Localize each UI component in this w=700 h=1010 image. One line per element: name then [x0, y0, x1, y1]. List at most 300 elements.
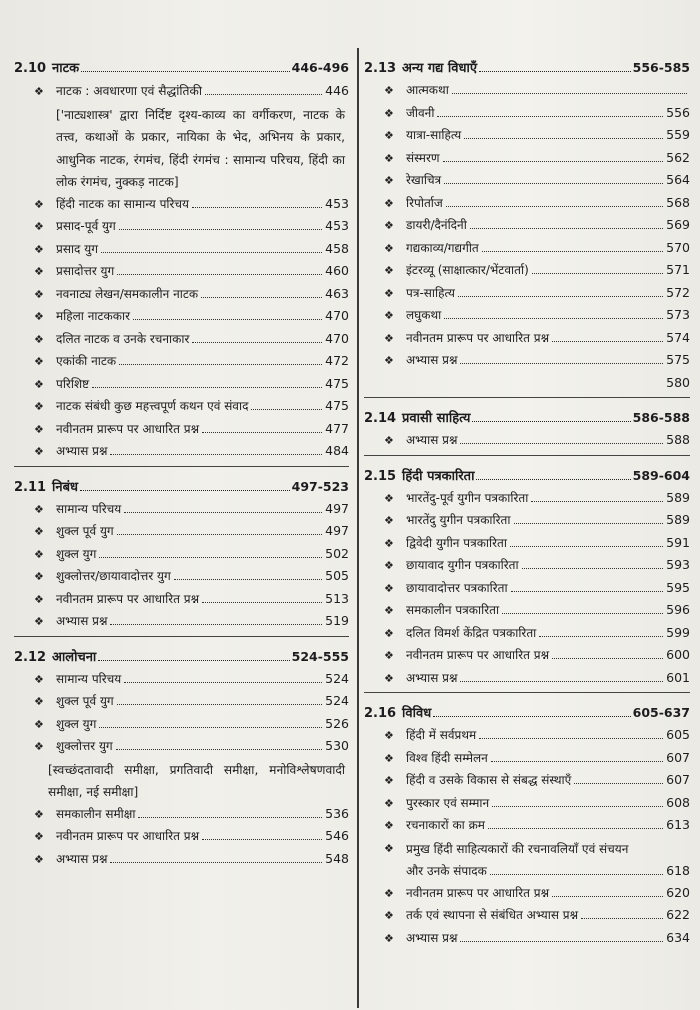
entry-page: 453 — [325, 195, 349, 211]
entry-label: शुक्ल पूर्व युग — [56, 694, 114, 708]
diamond-bullet-icon: ❖ — [34, 672, 44, 686]
entry-label: अभ्यास प्रश्न — [406, 433, 458, 447]
entry-page: 519 — [325, 613, 349, 628]
entry-page: 593 — [666, 557, 690, 572]
toc-entry — [14, 374, 349, 397]
diamond-bullet-icon: ❖ — [384, 219, 394, 232]
entry-list — [364, 725, 690, 838]
leader-dots — [205, 94, 322, 95]
toc-entry — [364, 328, 690, 351]
diamond-bullet-icon: ❖ — [34, 400, 44, 413]
toc-entry — [364, 555, 690, 578]
diamond-bullet-icon: ❖ — [384, 886, 394, 900]
toc-entry — [364, 668, 690, 691]
entry-label: अभ्यास प्रश्न — [56, 444, 108, 458]
diamond-bullet-icon: ❖ — [384, 909, 394, 922]
section-heading — [14, 641, 349, 669]
diamond-bullet-icon: ❖ — [34, 570, 44, 583]
entry-label: आत्मकथा — [406, 83, 449, 97]
section-page-range: 605-637 — [632, 705, 690, 720]
section-heading — [364, 697, 690, 725]
diamond-bullet-icon: ❖ — [384, 491, 394, 505]
toc-entry — [364, 125, 690, 148]
toc-entry — [364, 103, 690, 126]
leader-dots — [470, 228, 663, 229]
entry-label: द्विवेदी युगीन पत्रकारिता — [406, 535, 508, 550]
diamond-bullet-icon: ❖ — [34, 377, 44, 391]
toc-entry — [14, 216, 349, 239]
section-rule — [364, 455, 690, 456]
diamond-bullet-icon: ❖ — [384, 729, 394, 742]
entry-page: 599 — [666, 624, 690, 640]
toc-entry — [14, 714, 349, 737]
section-page-range: 589-604 — [632, 467, 690, 483]
entry-label: छायावाद युगीन पत्रकारिता — [406, 558, 519, 572]
diamond-bullet-icon: ❖ — [34, 265, 44, 278]
toc-entry — [14, 419, 349, 442]
entry-label: शुक्ल पूर्व युग — [56, 524, 114, 538]
entry-label-continued: और उनके संपादक — [406, 864, 487, 878]
diamond-bullet-icon: ❖ — [34, 592, 44, 606]
leader-dots — [452, 93, 687, 94]
entry-label: रिपोर्ताज — [406, 195, 443, 210]
section-rule — [14, 466, 349, 467]
column-divider — [357, 48, 359, 1008]
leader-dots — [479, 71, 631, 72]
leader-dots — [444, 318, 663, 319]
section-heading — [364, 402, 690, 430]
toc-entry — [364, 578, 690, 601]
entry-label: तर्क एवं स्थापना से संबंधित अभ्यास प्रश्न — [406, 908, 579, 922]
section-title: विविध — [402, 706, 432, 721]
entry-label: महिला नाटककार — [56, 309, 130, 323]
leader-dots — [490, 874, 663, 875]
entry-page: 470 — [325, 330, 349, 346]
entry-page: 536 — [325, 805, 349, 821]
leader-dots — [581, 918, 663, 919]
toc-entry — [364, 170, 690, 193]
section-title: आलोचना — [52, 649, 97, 665]
entry-page: 472 — [325, 353, 349, 368]
entry-label: नाटक संबंधी कुछ महत्त्वपूर्ण कथन एवं संवाद — [56, 399, 249, 413]
entry-page: 600 — [666, 647, 690, 662]
section-number: 2.13 — [364, 61, 397, 76]
toc-entry — [14, 826, 349, 849]
toc-entry — [364, 815, 690, 838]
entry-page: 460 — [325, 263, 349, 278]
entry-page: 562 — [666, 149, 690, 165]
leader-dots — [552, 896, 663, 897]
diamond-bullet-icon: ❖ — [384, 841, 394, 855]
toc-entry — [364, 373, 690, 396]
toc-entry — [364, 283, 690, 306]
section-heading — [14, 52, 349, 80]
leader-dots — [531, 501, 663, 502]
diamond-bullet-icon: ❖ — [384, 931, 394, 945]
toc-entry — [14, 691, 349, 714]
section-title: निबंध — [52, 479, 79, 495]
leader-dots — [552, 658, 663, 659]
entry-label: दलित नाटक व उनके रचनाकार — [56, 331, 190, 346]
toc-entry — [364, 260, 690, 283]
leader-dots — [458, 296, 663, 297]
entry-label: डायरी/दैनंदिनी — [406, 218, 467, 232]
leader-dots — [99, 727, 322, 728]
entry-label: सामान्य परिचय — [56, 671, 122, 686]
entry-label: प्रसादोत्तर युग — [56, 264, 115, 278]
leader-dots — [201, 297, 322, 298]
entry-label: नवीनतम प्रारूप पर आधारित प्रश्न — [406, 648, 550, 662]
leader-dots — [202, 602, 322, 603]
toc-entry — [364, 770, 690, 793]
entry-page: 513 — [325, 590, 349, 606]
section-title: नाटक — [52, 61, 80, 76]
entry-label: शुक्लोत्तर युग — [56, 739, 113, 753]
toc-entry — [364, 148, 690, 171]
leader-dots — [202, 839, 322, 840]
diamond-bullet-icon: ❖ — [384, 581, 394, 595]
section-number: 2.15 — [364, 468, 397, 484]
toc-entry — [364, 193, 690, 216]
entry-page: 591 — [666, 534, 690, 550]
diamond-bullet-icon: ❖ — [34, 615, 44, 628]
toc-entry — [364, 645, 690, 668]
diamond-bullet-icon: ❖ — [384, 514, 394, 527]
entry-label: नवीनतम प्रारूप पर आधारित प्रश्न — [56, 421, 200, 436]
section-page-range: 446-496 — [291, 60, 349, 75]
leader-dots — [110, 624, 322, 625]
leader-dots — [98, 660, 289, 661]
entry-label: नवीनतम प्रारूप पर आधारित प्रश्न — [56, 829, 200, 843]
entry-label: नवीनतम प्रारूप पर आधारित प्रश्न — [406, 885, 550, 900]
entry-list — [14, 804, 349, 872]
entry-label: समकालीन समीक्षा — [56, 806, 136, 821]
leader-dots — [192, 342, 322, 343]
entry-list — [14, 194, 349, 464]
leader-dots — [552, 341, 663, 342]
entry-page: 564 — [666, 172, 690, 187]
diamond-bullet-icon: ❖ — [384, 174, 394, 187]
leader-dots — [99, 557, 322, 558]
entry-label: परिशिष्ट — [56, 376, 90, 391]
entry-label: इंटरव्यू (साक्षात्कार/भेंटवार्ता) — [406, 263, 529, 277]
toc-entry — [14, 194, 349, 217]
entry-page: 605 — [666, 727, 690, 742]
toc-entry — [14, 566, 349, 589]
toc-entry — [364, 883, 690, 906]
entry-list — [364, 80, 690, 373]
entry-page: 580 — [666, 374, 690, 390]
toc-entry — [364, 510, 690, 533]
entry-page: 556 — [666, 104, 690, 120]
entry-label: नवीनतम प्रारूप पर आधारित प्रश्न — [56, 591, 200, 606]
toc-entry — [364, 215, 690, 238]
diamond-bullet-icon: ❖ — [384, 196, 394, 210]
entry-list — [364, 883, 690, 951]
toc-entry — [14, 284, 349, 307]
diamond-bullet-icon: ❖ — [384, 671, 394, 685]
entry-label: संस्मरण — [406, 150, 440, 165]
entry-label: अभ्यास प्रश्न — [406, 353, 458, 367]
leader-dots — [502, 613, 663, 614]
leader-dots — [124, 682, 322, 683]
leader-dots — [437, 116, 663, 117]
entry-label: शुक्ल युग — [56, 546, 97, 561]
leader-dots — [443, 161, 664, 162]
entry-page: 601 — [666, 669, 690, 685]
leader-dots — [124, 512, 322, 513]
section-number: 2.16 — [364, 706, 397, 721]
toc-entry — [14, 589, 349, 612]
entry-page: 458 — [325, 240, 349, 256]
entry-page: 484 — [325, 443, 349, 458]
section-title: हिंदी पत्रकारिता — [402, 468, 475, 484]
toc-entry — [14, 441, 349, 464]
leader-dots — [80, 490, 290, 491]
section-rule — [364, 397, 690, 398]
entry-page: 634 — [666, 929, 690, 945]
entry-page: 589 — [666, 512, 690, 527]
entry-page: 497 — [325, 523, 349, 538]
entry-label: प्रमुख हिंदी साहित्यकारों की रचनावलियाँ एवं संचयन — [406, 841, 629, 856]
leader-dots — [522, 568, 664, 569]
entry-page: 475 — [325, 375, 349, 391]
diamond-bullet-icon: ❖ — [384, 264, 394, 277]
toc-entry — [14, 351, 349, 374]
leader-dots — [479, 738, 663, 739]
entry-page: 589 — [666, 489, 690, 505]
entry-label: अभ्यास प्रश्न — [56, 851, 108, 866]
toc-entry — [364, 928, 690, 951]
entry-label: अभ्यास प्रश्न — [406, 670, 458, 685]
entry-page: 569 — [666, 217, 690, 232]
entry-list — [364, 488, 690, 691]
diamond-bullet-icon: ❖ — [34, 695, 44, 708]
entry-page: 572 — [666, 284, 690, 300]
section-page-range: 524-555 — [291, 648, 349, 664]
leader-dots — [433, 716, 630, 717]
diamond-bullet-icon: ❖ — [34, 547, 44, 561]
toc-entry — [14, 329, 349, 352]
entry-note: [स्वच्छंदतावादी समीक्षा, प्रगतिवादी समीक्षा, मनोविश्लेषणवादी समीक्षा, नई समीक्षा] — [48, 762, 345, 799]
toc-entry — [364, 80, 690, 103]
entry-page: 573 — [666, 307, 690, 322]
leader-dots — [460, 443, 663, 444]
entry-page: 559 — [666, 127, 690, 142]
leader-dots — [482, 251, 663, 252]
leader-dots — [133, 319, 322, 320]
leader-dots — [192, 207, 322, 208]
toc-entry — [364, 793, 690, 816]
entry-label: दलित विमर्श केंद्रित पत्रकारिता — [406, 625, 537, 640]
entry-label: यात्रा-साहित्य — [406, 128, 462, 142]
entry-page: 596 — [666, 602, 690, 617]
diamond-bullet-icon: ❖ — [384, 796, 394, 810]
entry-list — [14, 669, 349, 759]
toc-entry — [364, 838, 690, 883]
entry-page: 530 — [325, 738, 349, 753]
toc-entry — [364, 623, 690, 646]
entry-page: 446 — [325, 83, 349, 98]
leader-dots — [492, 806, 663, 807]
section-page-range: 556-585 — [632, 60, 690, 75]
entry-page: 548 — [325, 850, 349, 866]
toc-entry — [14, 611, 349, 634]
entry-page: 546 — [325, 828, 349, 843]
entry-label: गद्यकाव्य/गद्यगीत — [406, 240, 479, 255]
section-rule — [14, 636, 349, 637]
entry-label: जीवनी — [406, 105, 435, 120]
leader-dots — [446, 206, 663, 207]
diamond-bullet-icon: ❖ — [384, 331, 394, 345]
leader-dots — [117, 534, 322, 535]
entry-page: 607 — [666, 772, 690, 787]
entry-page: 502 — [325, 545, 349, 561]
toc-entry — [14, 804, 349, 827]
diamond-bullet-icon: ❖ — [384, 751, 394, 765]
diamond-bullet-icon: ❖ — [384, 774, 394, 787]
entry-page: 618 — [666, 863, 690, 878]
leader-dots — [488, 828, 663, 829]
entry-label: नवनाट्य लेखन/समकालीन नाटक — [56, 286, 199, 301]
diamond-bullet-icon: ❖ — [34, 525, 44, 538]
entry-list — [14, 499, 349, 634]
leader-dots — [138, 817, 322, 818]
leader-dots — [117, 704, 322, 705]
diamond-bullet-icon: ❖ — [34, 85, 44, 98]
toc-entry — [14, 499, 349, 522]
toc-entry — [364, 748, 690, 771]
toc-entry — [364, 600, 690, 623]
entry-label: हिंदी व उसके विकास से संबद्ध संस्थाएँ — [406, 773, 572, 787]
entry-label: नाटक : अवधारणा एवं सैद्धांतिकी — [56, 84, 202, 98]
entry-page: 607 — [666, 749, 690, 765]
entry-label: छायावादोत्तर पत्रकारिता — [406, 580, 508, 595]
entry-label: अभ्यास प्रश्न — [56, 614, 108, 628]
diamond-bullet-icon: ❖ — [384, 626, 394, 640]
entry-page: 477 — [325, 420, 349, 436]
diamond-bullet-icon: ❖ — [34, 197, 44, 211]
entry-label: एकांकी नाटक — [56, 354, 117, 368]
entry-label: लघुकथा — [406, 308, 442, 322]
diamond-bullet-icon: ❖ — [34, 445, 44, 458]
entry-page: 608 — [666, 794, 690, 810]
entry-description: ['नाट्यशास्त्र' द्वारा निर्दिष्ट दृश्य-काव्य का वर्गीकरण, नाटक के तत्त्व, कथाओं के प्रकार, नायिका के भेद, अभिनय के प्रकार, आधुनिक नाटक, रंगमंच, हिंदी रंगमंच : सामान्य परिचय, हिंदी का लोक रंगमंच, नुक्कड़ नाटक] — [56, 107, 345, 189]
entry-page: 463 — [325, 285, 349, 301]
entry-label: सामान्य परिचय — [56, 501, 122, 516]
section-title: प्रवासी साहित्य — [402, 411, 471, 426]
toc-entry — [364, 725, 690, 748]
leader-dots — [464, 138, 663, 139]
leader-dots — [101, 252, 322, 253]
leader-dots — [476, 479, 630, 480]
diamond-bullet-icon: ❖ — [384, 434, 394, 447]
diamond-bullet-icon: ❖ — [34, 242, 44, 256]
diamond-bullet-icon: ❖ — [384, 536, 394, 550]
diamond-bullet-icon: ❖ — [384, 286, 394, 300]
toc-entry — [14, 239, 349, 262]
toc-entry — [14, 736, 349, 759]
leader-dots — [251, 409, 322, 410]
entry-page: 524 — [325, 670, 349, 686]
diamond-bullet-icon: ❖ — [384, 559, 394, 572]
section-rule — [364, 692, 690, 693]
entry-list — [364, 430, 690, 453]
toc-entry — [364, 533, 690, 556]
entry-label: विश्व हिंदी सम्मेलन — [406, 750, 488, 765]
entry-page: 524 — [325, 693, 349, 708]
toc-entry — [14, 849, 349, 872]
section-number: 2.12 — [14, 649, 47, 665]
toc-entry — [364, 905, 690, 928]
section-heading — [14, 471, 349, 499]
entry-page: 595 — [666, 579, 690, 595]
diamond-bullet-icon: ❖ — [34, 220, 44, 233]
toc-entry — [364, 350, 690, 373]
diamond-bullet-icon: ❖ — [34, 332, 44, 346]
toc-entry — [14, 80, 349, 104]
leader-dots — [116, 749, 322, 750]
entry-page: 575 — [666, 352, 690, 367]
leader-dots — [539, 636, 663, 637]
entry-label: रचनाकारों का क्रम — [406, 818, 485, 832]
entry-page: 571 — [666, 262, 690, 277]
diamond-bullet-icon: ❖ — [384, 354, 394, 367]
section-heading — [364, 460, 690, 488]
leader-dots — [119, 229, 322, 230]
leader-dots — [117, 274, 322, 275]
entry-label: रेखाचित्र — [406, 173, 442, 187]
diamond-bullet-icon: ❖ — [384, 151, 394, 165]
section-title: अन्य गद्य विधाएँ — [402, 61, 478, 76]
entry-label: हिंदी नाटक का सामान्य परिचय — [56, 196, 189, 211]
entry-page: 620 — [666, 884, 690, 900]
entry-label: पुरस्कार एवं सम्मान — [406, 795, 490, 810]
entry-page: 475 — [325, 398, 349, 413]
toc-entry — [364, 430, 690, 453]
diamond-bullet-icon: ❖ — [384, 241, 394, 255]
toc-entry — [14, 306, 349, 329]
entry-page: 574 — [666, 329, 690, 345]
leader-dots — [491, 761, 663, 762]
leader-dots — [92, 387, 322, 388]
diamond-bullet-icon: ❖ — [384, 604, 394, 617]
entry-label: अभ्यास प्रश्न — [406, 930, 458, 945]
toc-entry — [14, 544, 349, 567]
entry-label: हिंदी में सर्वप्रथम — [406, 728, 477, 742]
diamond-bullet-icon: ❖ — [34, 422, 44, 436]
toc-entry — [364, 238, 690, 261]
entry-page: 526 — [325, 715, 349, 731]
entry-page: 613 — [666, 817, 690, 832]
entry-label: भारतेंदु युगीन पत्रकारिता — [406, 513, 511, 527]
section-page-range: 586-588 — [632, 410, 690, 425]
leader-dots — [532, 273, 663, 274]
leader-dots — [510, 546, 663, 547]
leader-dots — [110, 862, 322, 863]
entry-page: 470 — [325, 308, 349, 323]
entry-label: समकालीन पत्रकारिता — [406, 603, 500, 617]
section-heading — [364, 52, 690, 80]
diamond-bullet-icon: ❖ — [34, 852, 44, 866]
section-page-range: 497-523 — [291, 478, 349, 494]
entry-label: पत्र-साहित्य — [406, 285, 455, 300]
leader-dots — [444, 183, 663, 184]
left-column — [14, 52, 349, 871]
leader-dots — [460, 941, 663, 942]
toc-entry — [14, 396, 349, 419]
diamond-bullet-icon: ❖ — [34, 717, 44, 731]
